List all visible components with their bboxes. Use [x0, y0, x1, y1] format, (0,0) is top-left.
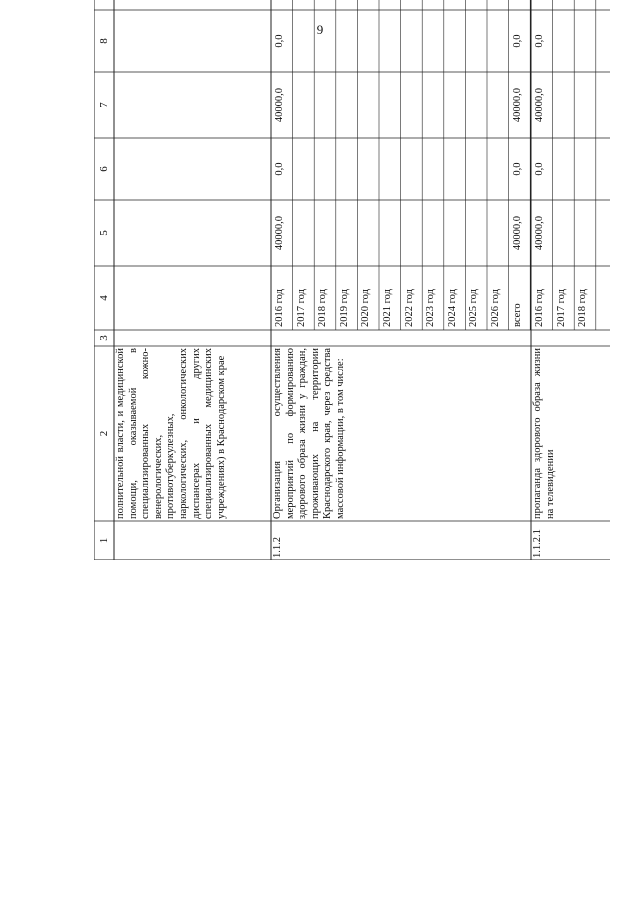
value-cell-col9 — [490, 0, 508, 10]
header-col-6: 6 — [98, 166, 110, 172]
year-cell: 2025 год — [468, 289, 480, 327]
value-cell-col9 — [317, 0, 335, 10]
value-cell-col8 — [490, 10, 508, 72]
value-cell-col5: 40000,0 — [534, 215, 545, 251]
value-cell-col8: 0,0 — [534, 34, 545, 48]
year-cell: 2019 год — [338, 289, 350, 327]
value-cell-col9 — [296, 0, 314, 10]
row-1-1-2-1-text: пропаганда здорового образа жизни на телевидении — [532, 348, 556, 519]
value-cell-col9 — [577, 0, 595, 10]
value-cell-col5 — [404, 200, 422, 266]
year-cell: 2022 год — [403, 289, 415, 327]
value-cell-col8 — [339, 10, 357, 72]
value-cell-col9 — [468, 0, 486, 10]
value-cell-col6 — [339, 138, 357, 200]
value-cell-col5 — [382, 200, 400, 266]
year-cell: 2017 год — [295, 289, 307, 327]
value-cell-col6 — [404, 138, 422, 200]
value-cell-col9 — [382, 0, 400, 10]
value-cell-col6 — [296, 138, 314, 200]
value-cell-col7 — [577, 72, 595, 138]
value-cell-col7: 40000,0 — [511, 87, 523, 123]
value-cell-col7 — [490, 72, 508, 138]
value-cell-col5 — [317, 200, 335, 266]
value-cell-col6 — [490, 138, 508, 200]
header-col-1: 1 — [98, 537, 110, 544]
value-cell-col5: 40000,0 — [274, 215, 285, 251]
value-cell-col9 — [425, 0, 443, 10]
program-table — [94, 0, 610, 560]
value-cell-col8 — [425, 10, 443, 72]
value-cell-col6 — [447, 138, 465, 200]
value-cell-col7 — [425, 72, 443, 138]
value-cell-col6 — [382, 138, 400, 200]
year-cell: 2024 год — [446, 289, 458, 327]
value-cell-col9 — [339, 0, 357, 10]
header-col-8: 8 — [98, 38, 110, 44]
value-cell-col6 — [577, 138, 595, 200]
value-cell-col8 — [360, 10, 378, 72]
value-cell-col8 — [317, 10, 335, 72]
value-cell-col8 — [577, 10, 595, 72]
value-cell-col9 — [447, 0, 465, 10]
value-cell-col7 — [296, 72, 314, 138]
row-continuation-text: полнительной власти, и медицинской помощи, оказываемой в специализированных кожно-венерологических, противотуберкулезных, наркологических, онкологических диспансерах и других специализированных медицинских учреждениях) в Краснодарском крае — [115, 348, 227, 519]
year-cell: 2016 год — [274, 289, 285, 327]
value-cell-col8 — [296, 10, 314, 72]
value-cell-col8 — [468, 10, 486, 72]
value-cell-col8 — [404, 10, 422, 72]
value-cell-col6 — [468, 138, 486, 200]
value-cell-col9 — [274, 0, 292, 10]
value-cell-col5: 40000,0 — [511, 215, 523, 251]
value-cell-col5 — [490, 200, 508, 266]
value-cell-col6 — [425, 138, 443, 200]
value-cell-col5 — [339, 200, 357, 266]
row-1-1-2-text: Организация осуществления мероприятий по формированию здорового образа жизни у граждан, проживающих на территории Краснодарского края, через средства массовой информации, в том числе: — [272, 348, 346, 519]
value-cell-col5 — [425, 200, 443, 266]
value-cell-col7 — [339, 72, 357, 138]
value-cell-col7 — [468, 72, 486, 138]
value-cell-col5 — [296, 200, 314, 266]
row-1-1-2-number: 1.1.2 — [272, 537, 283, 558]
row-1-1-2-1-number: 1.1.2.1 — [532, 529, 543, 558]
year-cell: 2016 год — [534, 289, 545, 327]
value-cell-col9 — [360, 0, 378, 10]
year-cell: 2023 год — [425, 289, 437, 327]
value-cell-col7: 40000,0 — [534, 87, 545, 123]
value-cell-col5 — [556, 200, 574, 266]
value-cell-col7 — [447, 72, 465, 138]
value-cell-col5 — [360, 200, 378, 266]
table-wrapper — [94, 34, 610, 849]
value-cell-col6 — [556, 138, 574, 200]
header-col-9 — [94, 0, 114, 10]
year-cell: 2021 год — [382, 289, 393, 327]
value-cell-col8 — [447, 10, 465, 72]
value-cell-col5 — [577, 200, 595, 266]
value-cell-col6: 0,0 — [534, 162, 545, 176]
value-cell-col7 — [556, 72, 574, 138]
year-cell: 2020 год — [360, 289, 372, 327]
header-col-7: 7 — [98, 102, 110, 108]
value-cell-col6 — [360, 138, 378, 200]
year-cell: всего — [511, 303, 523, 327]
value-cell-col8: 0,0 — [274, 34, 285, 48]
header-col-4: 4 — [98, 295, 110, 301]
value-cell-col7 — [404, 72, 422, 138]
value-cell-col5 — [447, 200, 465, 266]
value-cell-col6: 0,0 — [274, 162, 285, 176]
value-cell-col7: 40000,0 — [274, 87, 285, 123]
year-cell: 2017 год — [555, 289, 567, 327]
value-cell-col9 — [404, 0, 422, 10]
value-cell-col8: 0,0 — [511, 34, 523, 48]
value-cell-col8 — [556, 10, 574, 72]
value-cell-col7 — [360, 72, 378, 138]
value-cell-col6 — [317, 138, 335, 200]
header-col-2: 2 — [98, 430, 110, 437]
value-cell-col6: 0,0 — [511, 162, 523, 176]
value-cell-col7 — [317, 72, 335, 138]
value-cell-col5 — [468, 200, 486, 266]
value-cell-col9 — [556, 0, 574, 10]
header-col-5: 5 — [98, 230, 110, 236]
year-cell: 2018 год — [577, 289, 589, 327]
year-cell: 2026 год — [490, 289, 501, 327]
value-cell-col9 — [512, 0, 530, 10]
page-number: 9 — [316, 22, 324, 37]
value-cell-col9 — [534, 0, 552, 10]
value-cell-col7 — [382, 72, 400, 138]
header-col-3: 3 — [98, 335, 110, 341]
value-cell-col8 — [382, 10, 400, 72]
year-cell: 2018 год — [317, 289, 329, 327]
